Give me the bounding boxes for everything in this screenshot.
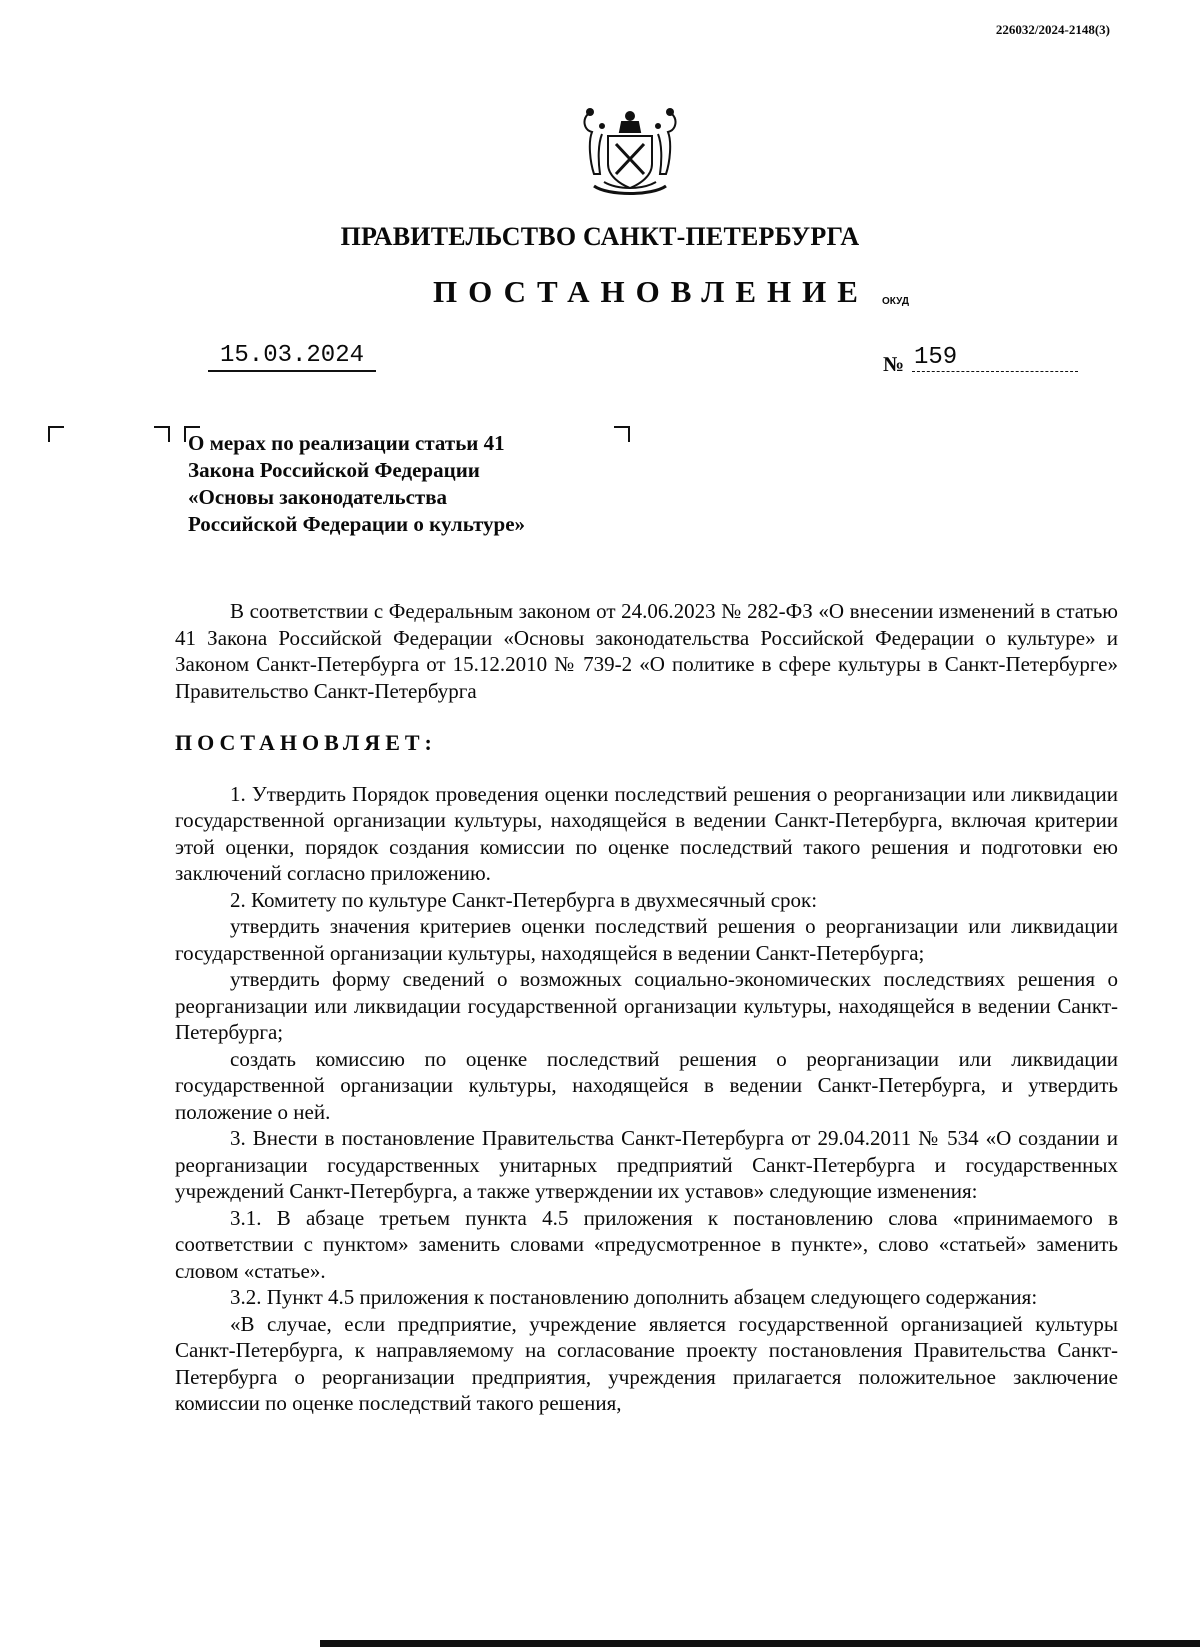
document-body	[175, 598, 1118, 1417]
clause-paragraph: утвердить значения критериев оценки последствий решения о реорганизации или ликвидации государственной организации культуры, находящейся в ведении Санкт-Петербурга;	[175, 914, 1118, 965]
clause-paragraph: утвердить форму сведений о возможных социально-экономических последствиях решения о реорганизации или ликвидации государственной организации культуры, находящейся в ведении Санкт-Петербурга;	[175, 967, 1118, 1044]
okud-label: ОКУД	[882, 296, 909, 307]
subject-corner-mark	[614, 426, 630, 442]
preamble-paragraph: В соответствии с Федеральным законом от 24.06.2023 № 282-ФЗ «О внесении изменений в статью 41 Закона Российской Федерации «Основы законодательства Российской Федерации о культуре» и Законом Санкт-Петербурга от 15.12.2010 № 739-2 «О политике в сфере культуры в Санкт-Петербурге» Правительство Санкт-Петербурга	[175, 599, 1118, 703]
clause-paragraph: 3.1. В абзаце третьем пункта 4.5 приложения к постановлению слова «принимаемого в соответствии с пунктом» заменить словами «предусмотренное в пункте», слово «статьей» заменить словом «статье».	[175, 1205, 1118, 1283]
clause-paragraph: «В случае, если предприятие, учреждение является государственной организацией культуры Санкт-Петербурга, к направляемому на согласование проекту постановления Правительства Санкт-Петербурга о реорганизации предприятия, учреждения прилагается положительное заключение комиссии по оценке последствий такого решения,	[175, 1311, 1118, 1415]
document-date: 15.03.2024	[208, 342, 376, 372]
clause-paragraph: 3.2. Пункт 4.5 приложения к постановлению дополнить абзацем следующего содержания:	[230, 1285, 1038, 1309]
margin-corner-mark	[48, 426, 64, 442]
clause-paragraph: создать комиссию по оценке последствий решения о реорганизации или ликвидации государственной организации культуры, находящейся в ведении Санкт-Петербурга, и утвердить положение о ней.	[175, 1046, 1118, 1124]
decree-heading: ПОСТАНОВЛЯЕТ:	[175, 730, 437, 755]
subject-line: Закона Российской Федерации	[188, 458, 480, 482]
document-type: ПОСТАНОВЛЕНИЕ	[433, 274, 869, 309]
document-subject	[188, 430, 608, 538]
organization-title: ПРАВИТЕЛЬСТВО САНКТ-ПЕТЕРБУРГА	[340, 222, 860, 251]
margin-corner-mark	[154, 426, 170, 442]
clause-paragraph: 3. Внести в постановление Правительства Санкт-Петербурга от 29.04.2011 № 534 «О создании и реорганизации государственных унитарных предприятий Санкт-Петербурга и государственных учреждений Санкт-Петербурга, а также утверждении их уставов» следующие изменения:	[175, 1126, 1118, 1203]
subject-line: Российской Федерации о культуре»	[188, 512, 526, 536]
subject-line: О мерах по реализации статьи 41	[188, 431, 505, 455]
clause-paragraph: 2. Комитету по культуре Санкт-Петербурга в двухмесячный срок:	[230, 887, 818, 912]
st-petersburg-coat-of-arms-icon	[578, 102, 682, 198]
number-sign: №	[883, 352, 905, 376]
clause-paragraph: 1. Утвердить Порядок проведения оценки последствий решения о реорганизации или ликвидации государственной организации культуры, находящейся в ведении Санкт-Петербурга, включая критерии этой оценки, порядок создания комиссии по оценке последствий такого решения и подготовки ею заключений согласно приложению.	[175, 781, 1118, 885]
scan-edge-line	[320, 1640, 1200, 1647]
registration-number: 226032/2024-2148(3)	[995, 22, 1110, 37]
subject-line: «Основы законодательства	[188, 485, 448, 509]
document-number: 159	[912, 344, 1078, 372]
